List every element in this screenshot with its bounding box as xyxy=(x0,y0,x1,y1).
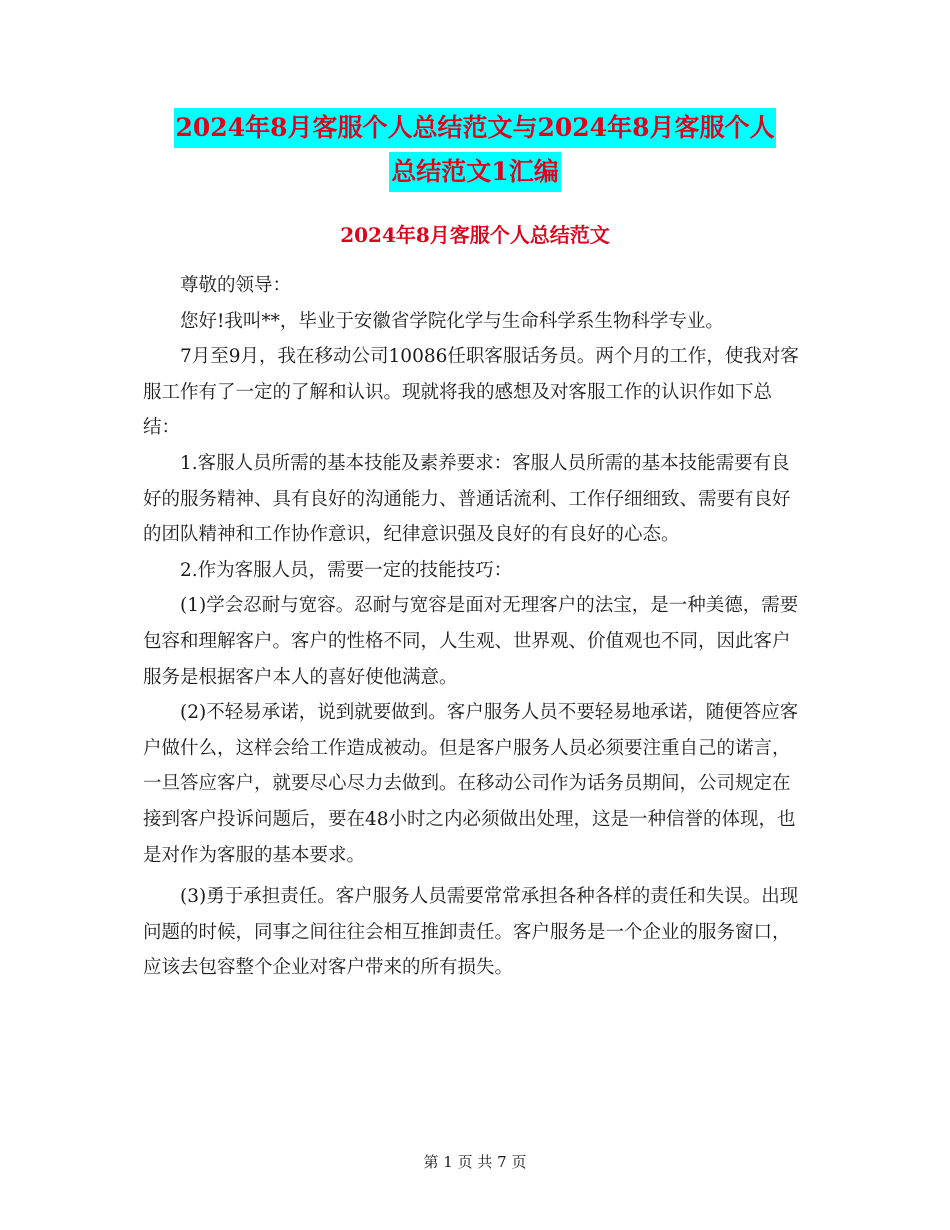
body-text xyxy=(143,268,808,986)
title-line-1: 2024年8月客服个人总结范文与2024年8月客服个人 xyxy=(174,108,777,148)
paragraph-skills: 1.客服人员所需的基本技能及素养要求：客服人员所需的基本技能需要有良好的服务精神、具有良好的沟通能力、普通话流利、工作仔细细致、需要有良好的团队精神和工作协作意识，纪律意识强及良好的有良好的心态。 xyxy=(143,452,791,546)
paragraph-intro: 7月至9月，我在移动公司10086任职客服话务员。两个月的工作，使我对客服工作有了一定的了解和认识。现就将我的感想及对客服工作的认识作如下总结： xyxy=(143,346,799,439)
section-heading: 2024年8月客服个人总结范文 xyxy=(340,223,610,247)
document-title xyxy=(0,108,950,192)
paragraph-salutation: 尊敬的领导： xyxy=(180,275,292,296)
page-footer: 第 1 页 共 7 页 xyxy=(423,1153,527,1171)
paragraph-patience: (1)学会忍耐与宽容。忍耐与宽容是面对无理客户的法宝，是一种美德，需要包容和理解客户。客户的性格不同，人生观、世界观、价值观也不同，因此客户服务是根据客户本人的喜好使他满意。 xyxy=(143,595,799,688)
paragraph-greeting: 您好!我叫**，毕业于安徽省学院化学与生命科学系生物科学专业。 xyxy=(180,310,724,332)
paragraph-techniques-heading: 2.作为客服人员，需要一定的技能技巧： xyxy=(180,559,513,581)
paragraph-responsibility: (3)勇于承担责任。客户服务人员需要常常承担各种各样的责任和失误。出现问题的时候，同事之间往往会相互推卸责任。客户服务是一个企业的服务窗口，应该去包容整个企业对客户带来的所有损失。 xyxy=(143,886,799,979)
title-line-2: 总结范文1汇编 xyxy=(389,152,560,192)
paragraph-promise: (2)不轻易承诺，说到就要做到。客户服务人员不要轻易地承诺，随便答应客户做什么，这样会给工作造成被动。但是客户服务人员必须要注重自己的诺言，一旦答应客户，就要尽心尽力去做到。在移动公司作为话务员期间，公司规定在接到客户投诉问题后，要在48小时之内必须做出处理，这是一种信誉的体现，也是对作为客服的基本要求。 xyxy=(143,702,799,866)
